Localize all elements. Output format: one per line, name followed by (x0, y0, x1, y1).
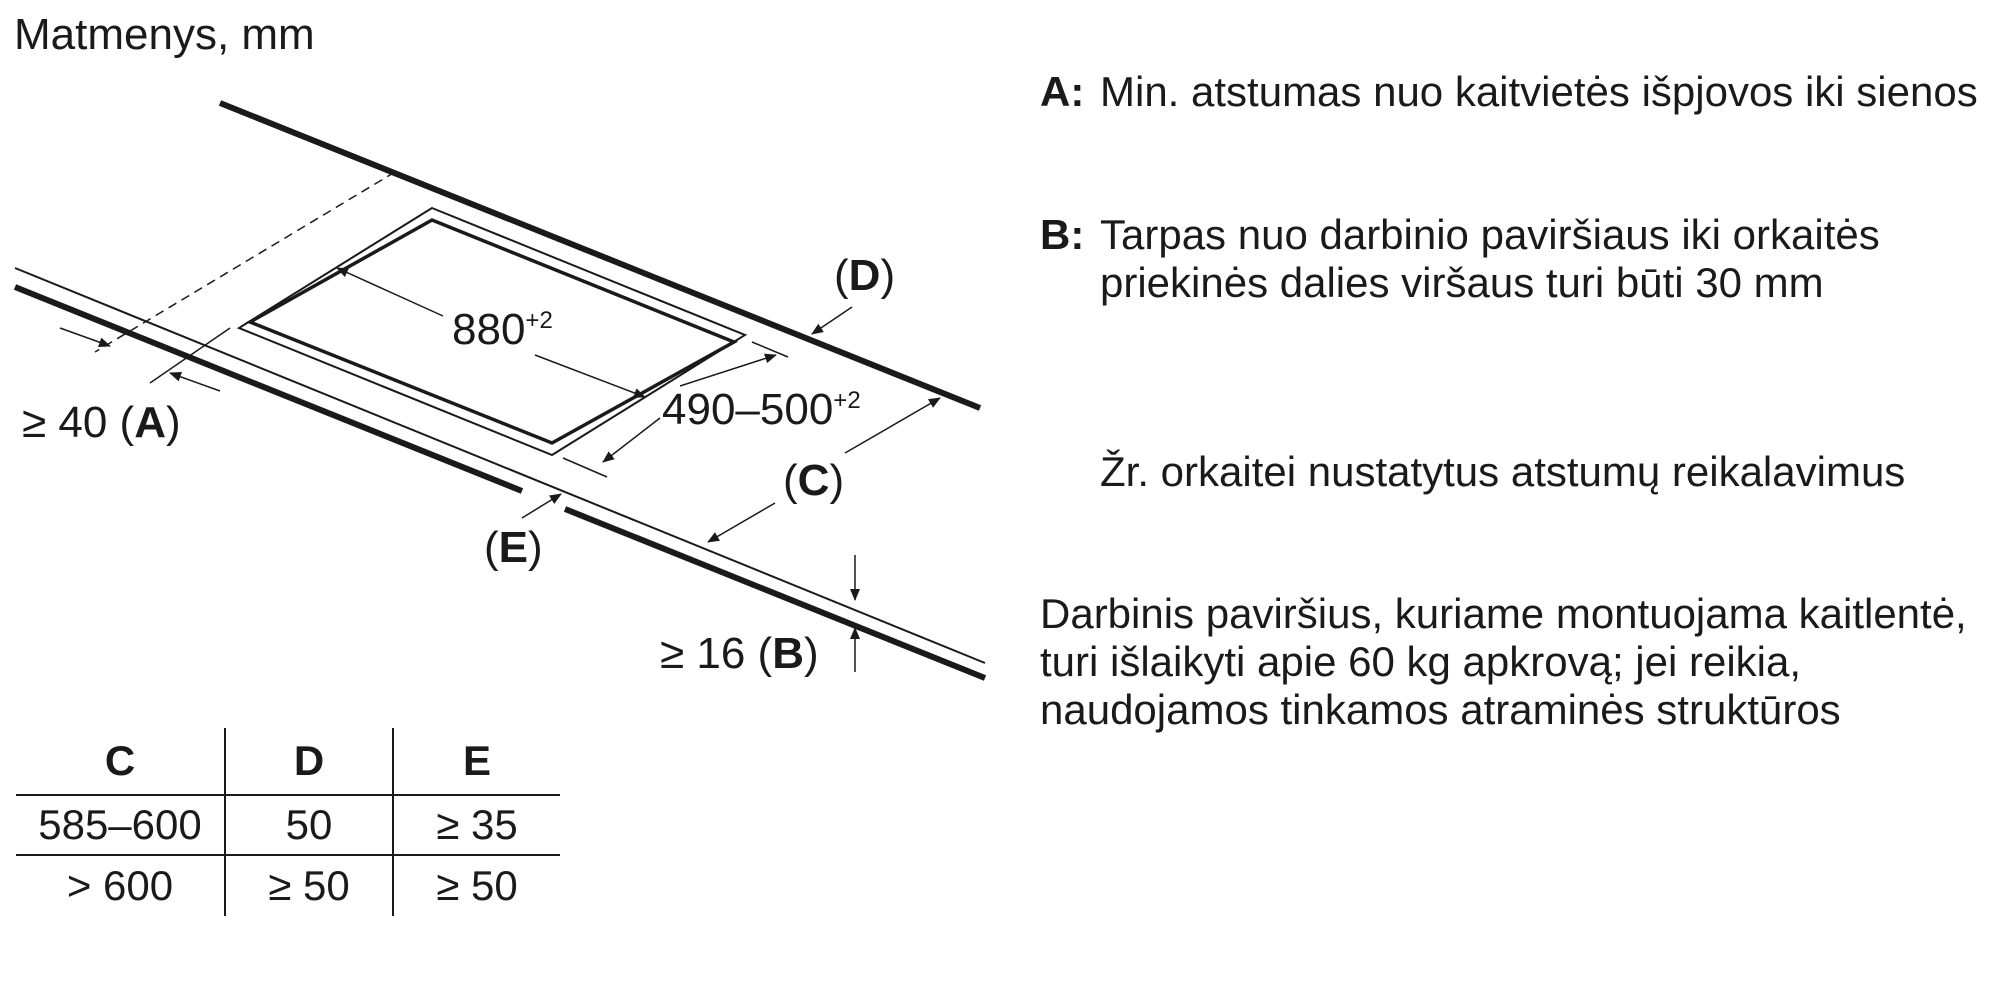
table-header-e: E (393, 728, 560, 795)
label-D: (D) (834, 251, 896, 300)
dim-880-label: $880^{+2}$ (452, 305, 553, 354)
note-load: Darbinis paviršius, kuriame montuojama kaitlentė, turi išlaikyti apie 60 kg apkrovą; jei reikia, naudojamos tinkamos atraminės struktūros (1040, 590, 1967, 733)
table-cell: 585–600 (16, 795, 225, 855)
note-b-text: Tarpas nuo darbinio paviršiaus iki orkaitės priekinės dalies viršaus turi būti 30 mm (1100, 211, 1880, 306)
table-cell: ≥ 50 (393, 855, 560, 916)
note-a-text: Min. atstumas nuo kaitvietės išpjovos iki sienos (1100, 68, 1978, 115)
table-cell: > 600 (16, 855, 225, 916)
table-header-row (16, 728, 560, 795)
table-cell: ≥ 35 (393, 795, 560, 855)
note-a-key: A: (1040, 68, 1085, 115)
dim-D-pointer (812, 307, 852, 334)
table-row (16, 855, 560, 916)
table-header-c: C (104, 737, 136, 784)
table-cell: ≥ 50 (225, 855, 393, 916)
table-header-d: D (225, 728, 393, 795)
note-oven-text: Žr. orkaitei nustatytus atstumų reikalavimus (1100, 448, 1906, 495)
clearance-table (16, 728, 560, 916)
label-E: (E) (484, 523, 543, 572)
note-b-key: B: (1040, 211, 1085, 258)
table-row (16, 795, 560, 855)
dim-490-label: $490-500^{+2}$ (662, 385, 861, 434)
page-title: Matmenys, mm (14, 10, 315, 59)
dim-E-pointer (522, 494, 561, 518)
label-C: (C) (783, 456, 845, 505)
label-A: ≥ 40 (A) (22, 398, 181, 447)
table-cell: 50 (225, 795, 393, 855)
label-B: ≥ 16 (B) (660, 629, 819, 678)
